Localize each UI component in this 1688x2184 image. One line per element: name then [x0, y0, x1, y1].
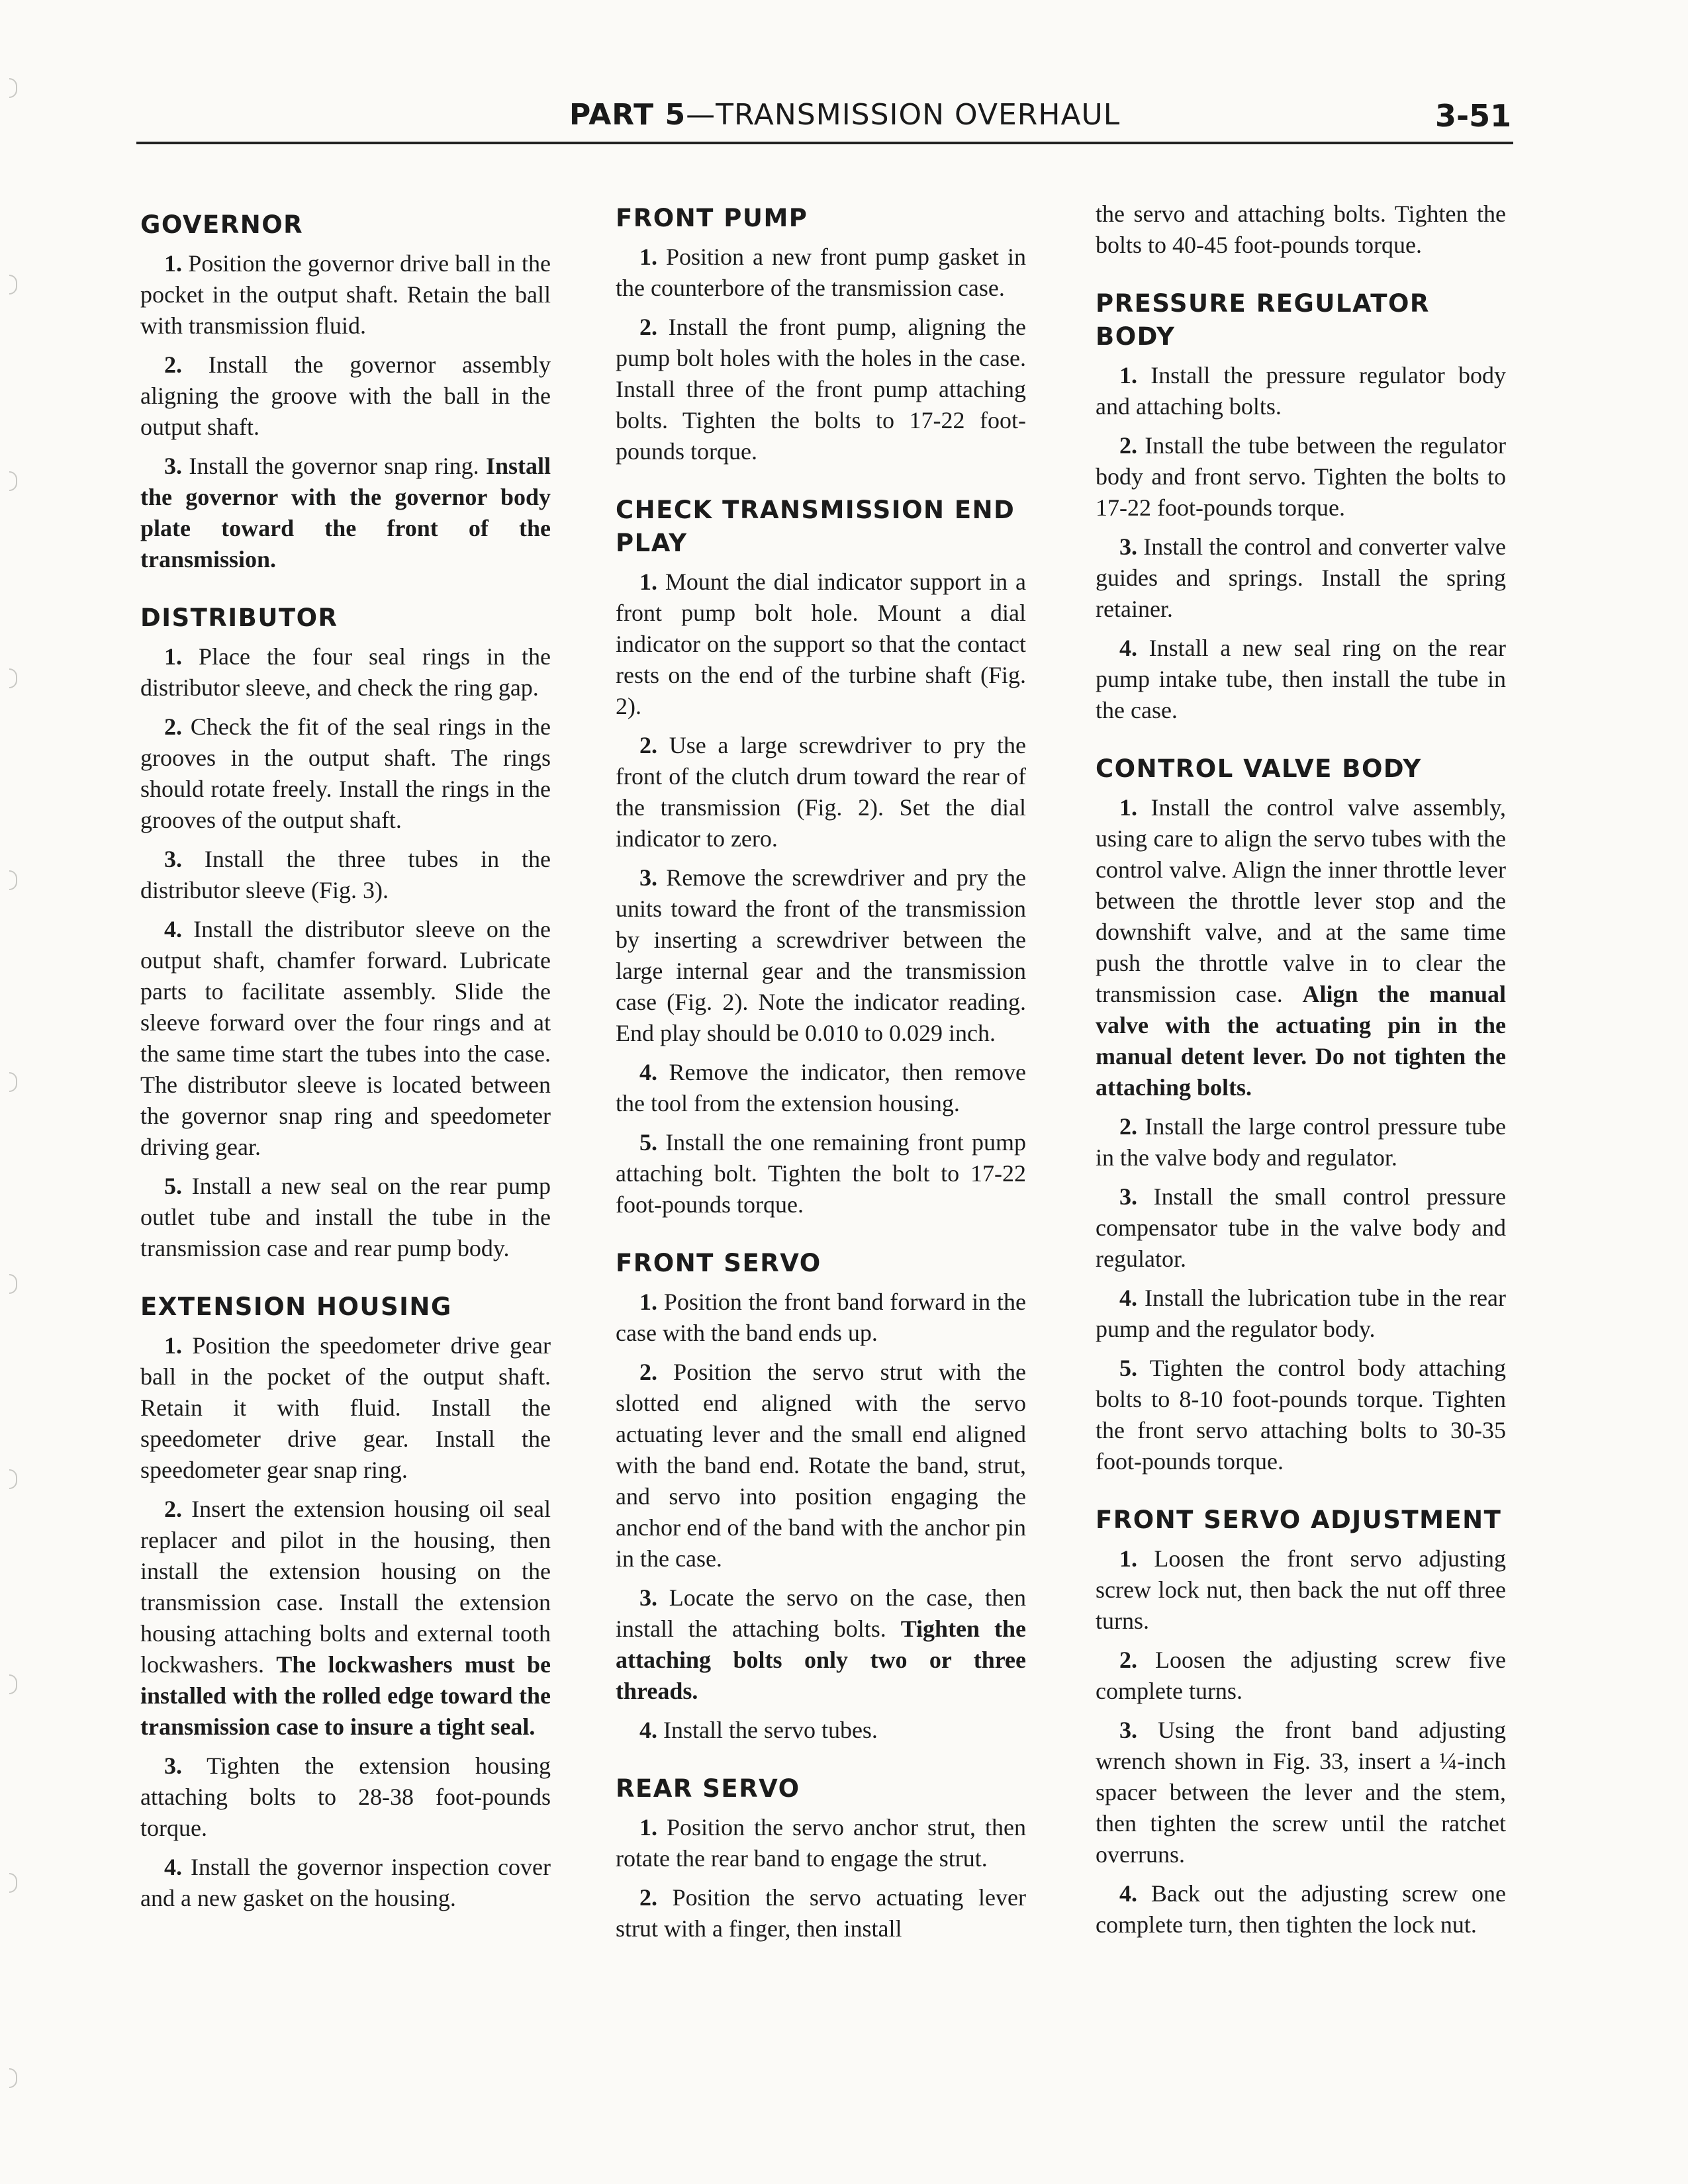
step-paragraph [616, 862, 1026, 1049]
step-text: Install the governor assembly aligning the groove with the ball in the output shaft. [140, 351, 551, 440]
step-number: 3. [1119, 533, 1137, 560]
step-text: Install the three tubes in the distributor sleeve (Fig. 3). [140, 846, 551, 903]
step-number: 5. [639, 1129, 657, 1156]
step-text: Install the control valve assembly, using care to align the servo tubes with the control valve. Align the inner throttle lever between the throttle lever stop and the downshift valve, and at the same time push the throttle valve in to clear the transmission case. [1096, 794, 1506, 1007]
step-paragraph [140, 844, 551, 906]
step-text: Position the governor drive ball in the pocket in the output shaft. Retain the ball with transmission fluid. [140, 250, 551, 339]
step-paragraph [616, 312, 1026, 467]
step-paragraph [616, 1715, 1026, 1746]
step-number: 3. [1119, 1183, 1137, 1210]
step-number: 3. [164, 1752, 182, 1779]
section-heading: FRONT SERVO [616, 1249, 821, 1277]
step-paragraph [1096, 531, 1506, 625]
step-number: 2. [639, 314, 657, 340]
step-number: 2. [639, 1884, 657, 1911]
step-text: Back out the adjusting screw one complete turn, then tighten the lock nut. [1096, 1880, 1506, 1938]
section [1096, 1504, 1506, 1940]
step-paragraph [1096, 1111, 1506, 1173]
section [140, 602, 551, 1264]
step-number: 1. [1119, 1545, 1137, 1572]
step-text: Install the one remaining front pump attaching bolt. Tighten the bolt to 17-22 foot-pounds torque. [616, 1129, 1026, 1218]
step-emphasis: Install the governor with the governor body plate toward the front of the transmission. [140, 453, 551, 572]
step-number: 4. [164, 1854, 182, 1880]
binding-mark [9, 1274, 17, 1294]
step-number: 1. [1119, 794, 1137, 821]
step-text: Place the four seal rings in the distributor sleeve, and check the ring gap. [140, 643, 551, 701]
binding-mark [9, 1674, 17, 1694]
step-number: 2. [164, 713, 182, 740]
step-text: Locate the servo on the case, then install the attaching bolts. [616, 1584, 1026, 1642]
step-paragraph [616, 1357, 1026, 1574]
section-heading: DISTRIBUTOR [140, 604, 338, 632]
step-number: 2. [1119, 1647, 1137, 1673]
step-number: 2. [164, 1496, 182, 1522]
step-number: 4. [1119, 1880, 1137, 1907]
step-number: 4. [639, 1717, 657, 1743]
step-number: 4. [639, 1059, 657, 1085]
step-number: 1. [164, 643, 182, 670]
step-text: Install a new seal ring on the rear pump intake tube, then install the tube in the case. [1096, 635, 1506, 723]
section [1096, 199, 1506, 261]
section-heading: GOVERNOR [140, 210, 304, 239]
step-number: 4. [1119, 635, 1137, 661]
step-paragraph [140, 711, 551, 836]
step-text: Insert the extension housing oil seal replacer and pilot in the housing, then install the extension housing on the transmission case. Install the extension housing attaching bolts and external tooth lockwashers. [140, 1496, 551, 1678]
column-middle [616, 202, 1026, 1971]
step-paragraph [140, 1494, 551, 1743]
step-text: Install the large control pressure tube in the valve body and regulator. [1096, 1113, 1506, 1171]
step-paragraph [140, 641, 551, 704]
step-paragraph [1096, 792, 1506, 1103]
step-paragraph [616, 567, 1026, 722]
step-paragraph [140, 1330, 551, 1486]
step-text: Mount the dial indicator support in a front pump bolt hole. Mount a dial indicator on the support so that the contact rests on the end of the turbine shaft (Fig. 2). [616, 569, 1026, 719]
step-number: 3. [639, 864, 657, 891]
binding-mark [9, 1873, 17, 1893]
step-text: Install the governor snap ring. [182, 453, 486, 479]
step-number: 3. [639, 1584, 657, 1611]
step-text: Position the servo actuating lever strut with a finger, then install [616, 1884, 1026, 1942]
step-text: Install the front pump, aligning the pump bolt holes with the holes in the case. Install three of the front pump attaching bolts. Tighten the bolts to 17-22 foot-pounds torque. [616, 314, 1026, 465]
step-number: 4. [164, 916, 182, 942]
step-text: Install the servo tubes. [657, 1717, 878, 1743]
section-heading: CHECK TRANSMISSION END PLAY [616, 496, 1015, 557]
step-number: 2. [164, 351, 182, 378]
step-paragraph [616, 1582, 1026, 1707]
step-paragraph [1096, 1645, 1506, 1707]
section-heading: PRESSURE REGULATOR BODY [1096, 289, 1430, 351]
section [616, 1247, 1026, 1746]
step-number: 1. [1119, 362, 1137, 388]
step-number: 4. [1119, 1285, 1137, 1311]
page-header-title [569, 98, 1120, 132]
binding-mark [9, 78, 17, 98]
section-heading: EXTENSION HOUSING [140, 1293, 452, 1321]
step-paragraph [1096, 1715, 1506, 1870]
step-paragraph [1096, 1878, 1506, 1940]
section [140, 208, 551, 575]
step-text: Install the control and converter valve guides and springs. Install the spring retainer. [1096, 533, 1506, 622]
step-text: Check the fit of the seal rings in the grooves in the output shaft. The rings should rotate freely. Install the rings in the grooves of the output shaft. [140, 713, 551, 833]
step-emphasis: Align the manual valve with the actuating pin in the manual detent lever. Do not tighten the attaching bolts. [1096, 981, 1506, 1101]
step-text: Position the speedometer drive gear ball in the pocket of the output shaft. Retain it with fluid. Install the speedometer drive gear. Install the speedometer gear snap ring. [140, 1332, 551, 1483]
column-left [140, 208, 551, 1940]
section-heading: FRONT SERVO ADJUSTMENT [1096, 1506, 1502, 1534]
step-emphasis: The lockwashers must be installed with the rolled edge toward the transmission case to insure a tight seal. [140, 1651, 551, 1740]
step-number: 1. [639, 1289, 657, 1315]
step-text: Remove the screwdriver and pry the units toward the front of the transmission by inserting a screwdriver between the large internal gear and the transmission case (Fig. 2). Note the indicator reading. End play should be 0.010 to 0.029 inch. [616, 864, 1026, 1046]
step-paragraph [1096, 1181, 1506, 1275]
step-text: Loosen the adjusting screw five complete turns. [1096, 1647, 1506, 1704]
binding-mark [9, 2068, 17, 2088]
step-number: 2. [1119, 1113, 1137, 1140]
step-paragraph [616, 730, 1026, 854]
step-number: 5. [1119, 1355, 1137, 1381]
step-text: Install the pressure regulator body and attaching bolts. [1096, 362, 1506, 420]
step-text: the servo and attaching bolts. Tighten the bolts to 40-45 foot-pounds torque. [1096, 201, 1506, 258]
step-paragraph [1096, 633, 1506, 726]
step-paragraph [616, 1127, 1026, 1220]
section [616, 1772, 1026, 1944]
binding-mark [9, 1072, 17, 1092]
part-label: PART 5 [569, 98, 686, 132]
step-number: 1. [639, 244, 657, 270]
step-paragraph [1096, 360, 1506, 422]
step-text: Install the lubrication tube in the rear pump and the regulator body. [1096, 1285, 1506, 1342]
step-text: Position the servo anchor strut, then rotate the rear band to engage the strut. [616, 1814, 1026, 1872]
step-number: 2. [1119, 432, 1137, 459]
step-paragraph [140, 451, 551, 575]
binding-mark [9, 1469, 17, 1489]
binding-mark [9, 471, 17, 491]
step-paragraph [140, 1852, 551, 1914]
step-paragraph [140, 248, 551, 341]
step-text: Loosen the front servo adjusting screw lock nut, then back the nut off three turns. [1096, 1545, 1506, 1634]
step-paragraph [616, 1287, 1026, 1349]
step-number: 1. [164, 1332, 182, 1359]
step-text: Using the front band adjusting wrench shown in Fig. 33, insert a ¼-inch spacer between the lever and the stem, then tighten the screw until the ratchet overruns. [1096, 1717, 1506, 1868]
step-text: Install the governor inspection cover and a new gasket on the housing. [140, 1854, 551, 1911]
step-text: Use a large screwdriver to pry the front of the clutch drum toward the rear of the transmission (Fig. 2). Set the dial indicator to zero. [616, 732, 1026, 852]
step-number: 3. [164, 846, 182, 872]
step-number: 1. [164, 250, 182, 277]
section-heading: REAR SERVO [616, 1774, 800, 1803]
step-paragraph [616, 1057, 1026, 1119]
binding-mark [9, 668, 17, 688]
step-number: 5. [164, 1173, 182, 1199]
step-number: 3. [164, 453, 182, 479]
section-heading: CONTROL VALVE BODY [1096, 754, 1422, 783]
part-title: —TRANSMISSION OVERHAUL [686, 98, 1121, 132]
section [616, 202, 1026, 467]
page-number: 3-51 [1435, 98, 1512, 134]
step-paragraph [1096, 1353, 1506, 1477]
step-paragraph [140, 1171, 551, 1264]
step-paragraph [616, 1882, 1026, 1944]
step-paragraph [1096, 1543, 1506, 1637]
step-text: Position the front band forward in the case with the band ends up. [616, 1289, 1026, 1346]
step-paragraph [140, 914, 551, 1163]
step-text: Install the tube between the regulator body and front servo. Tighten the bolts to 17-22 foot-pounds torque. [1096, 432, 1506, 521]
header-rule [136, 142, 1513, 144]
step-paragraph [616, 1812, 1026, 1874]
section-heading: FRONT PUMP [616, 204, 808, 232]
step-paragraph [616, 242, 1026, 304]
binding-mark [9, 870, 17, 890]
step-paragraph [1096, 199, 1506, 261]
section [1096, 287, 1506, 726]
step-text: Install the distributor sleeve on the output shaft, chamfer forward. Lubricate parts to facilitate assembly. Slide the sleeve forward over the four rings and at the same time start the tubes into the case. The distributor sleeve is located between the governor snap ring and speedometer driving gear. [140, 916, 551, 1160]
step-emphasis: Tighten the attaching bolts only two or three threads. [616, 1615, 1026, 1704]
step-paragraph [140, 349, 551, 443]
step-text: Position a new front pump gasket in the counterbore of the transmission case. [616, 244, 1026, 301]
step-number: 3. [1119, 1717, 1137, 1743]
step-paragraph [1096, 1283, 1506, 1345]
step-number: 1. [639, 569, 657, 595]
section [616, 494, 1026, 1220]
step-text: Install the small control pressure compensator tube in the valve body and regulator. [1096, 1183, 1506, 1272]
step-text: Tighten the control body attaching bolts to 8-10 foot-pounds torque. Tighten the front servo attaching bolts to 30-35 foot-pounds torque. [1096, 1355, 1506, 1475]
step-text: Position the servo strut with the slotted end aligned with the servo actuating lever and the small end aligned with the band end. Rotate the band, strut, and servo into position engaging the anchor end of the band with the anchor pin in the case. [616, 1359, 1026, 1572]
section [140, 1291, 551, 1914]
step-number: 2. [639, 1359, 657, 1385]
column-right [1096, 199, 1506, 1967]
step-number: 2. [639, 732, 657, 758]
step-text: Remove the indicator, then remove the tool from the extension housing. [616, 1059, 1026, 1116]
binding-mark [9, 275, 17, 295]
step-paragraph [140, 1751, 551, 1844]
step-paragraph [1096, 430, 1506, 523]
section [1096, 752, 1506, 1477]
step-text: Install a new seal on the rear pump outlet tube and install the tube in the transmission case and rear pump body. [140, 1173, 551, 1261]
step-text: Tighten the extension housing attaching bolts to 28-38 foot-pounds torque. [140, 1752, 551, 1841]
step-number: 1. [639, 1814, 657, 1841]
